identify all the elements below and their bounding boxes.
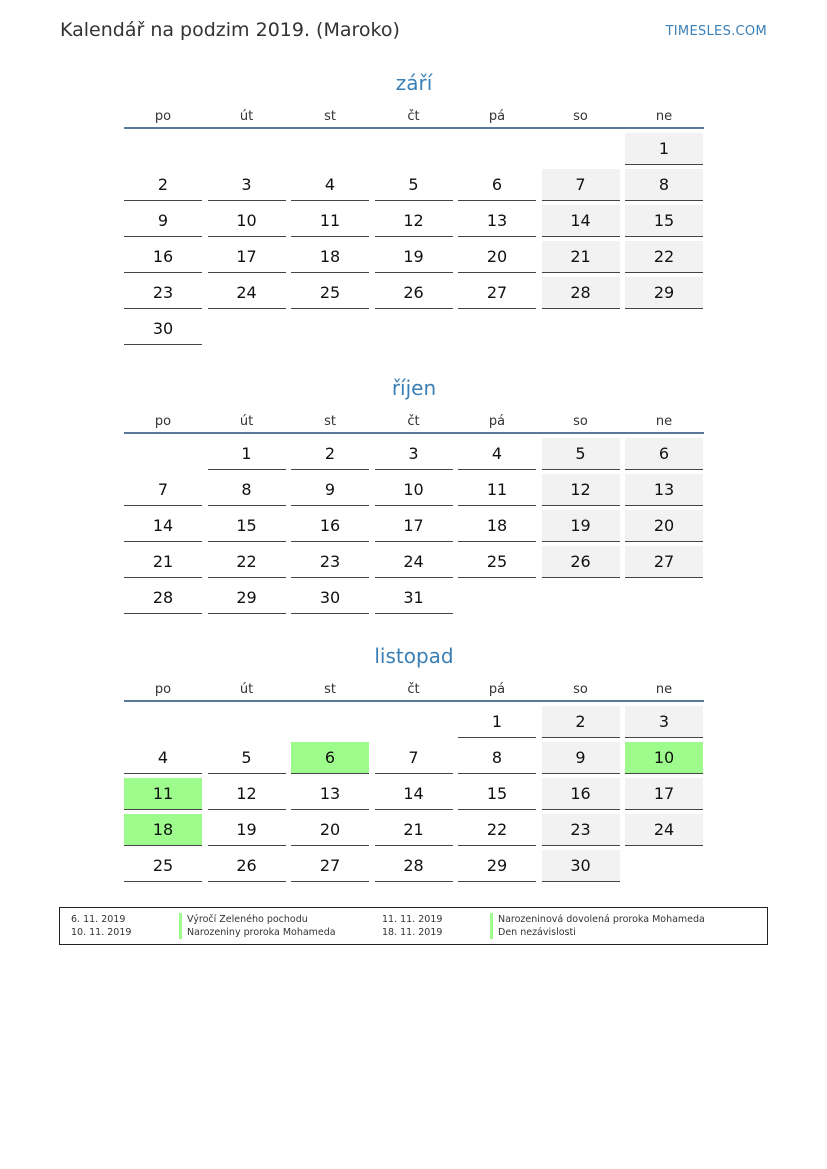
empty-cell (375, 706, 453, 737)
weekday-label: ne (655, 109, 673, 124)
day-cell: 13 (625, 474, 703, 506)
day-cell: 6 (625, 438, 703, 470)
day-cell: 1 (458, 706, 536, 738)
empty-cell (124, 133, 202, 164)
weekday-label: po (154, 109, 172, 124)
day-cell: 27 (291, 850, 369, 882)
day-cell: 22 (208, 546, 286, 578)
day-cell: 12 (542, 474, 620, 506)
weekday-label: st (324, 682, 336, 697)
day-cell: 23 (291, 546, 369, 578)
weekday-label: ne (655, 682, 673, 697)
day-cell: 21 (375, 814, 453, 846)
empty-cell (291, 133, 369, 164)
day-cell: 15 (625, 205, 703, 237)
day-cell: 28 (375, 850, 453, 882)
weekday-label: út (239, 109, 254, 124)
day-cell: 26 (375, 277, 453, 309)
weekday-header (124, 412, 704, 434)
day-cell: 9 (124, 205, 202, 237)
day-cell: 10 (208, 205, 286, 237)
weekday-label: ne (655, 414, 673, 429)
day-grid (124, 129, 704, 349)
legend-date: 11. 11. 2019 (382, 914, 443, 925)
holiday-legend (59, 907, 768, 945)
day-cell: 30 (542, 850, 620, 882)
day-cell: 5 (375, 169, 453, 201)
legend-holiday-name: Narozeninová dovolená proroka Mohameda (490, 913, 705, 926)
day-cell: 15 (458, 778, 536, 810)
legend-date: 18. 11. 2019 (382, 927, 443, 938)
day-cell: 20 (458, 241, 536, 273)
day-cell: 25 (458, 546, 536, 578)
day-cell: 3 (375, 438, 453, 470)
day-grid (124, 434, 704, 618)
day-cell: 4 (458, 438, 536, 470)
holiday-day-cell: 11 (124, 778, 202, 810)
day-cell: 1 (208, 438, 286, 470)
weekday-label: út (239, 414, 254, 429)
day-cell: 15 (208, 510, 286, 542)
weekday-header (124, 107, 704, 129)
weekday-label: čt (407, 109, 420, 124)
day-cell: 5 (542, 438, 620, 470)
day-cell: 11 (291, 205, 369, 237)
day-cell: 19 (542, 510, 620, 542)
day-cell: 27 (625, 546, 703, 578)
day-cell: 29 (625, 277, 703, 309)
weekday-label: út (239, 682, 254, 697)
day-cell: 31 (375, 582, 453, 614)
day-cell: 10 (375, 474, 453, 506)
legend-holiday-name: Den nezávislosti (490, 926, 576, 939)
empty-cell (458, 133, 536, 164)
day-cell: 3 (208, 169, 286, 201)
weekday-label: po (154, 682, 172, 697)
empty-cell (542, 133, 620, 164)
holiday-day-cell: 6 (291, 742, 369, 774)
month-october (124, 376, 704, 618)
day-cell: 14 (124, 510, 202, 542)
day-cell: 19 (208, 814, 286, 846)
day-cell: 18 (458, 510, 536, 542)
day-cell: 2 (542, 706, 620, 738)
month-title: září (395, 71, 433, 95)
day-cell: 7 (124, 474, 202, 506)
day-cell: 20 (625, 510, 703, 542)
legend-holiday-name: Výročí Zeleného pochodu (179, 913, 308, 926)
day-cell: 25 (124, 850, 202, 882)
day-cell: 19 (375, 241, 453, 273)
day-cell: 14 (542, 205, 620, 237)
holiday-day-cell: 10 (625, 742, 703, 774)
day-cell: 12 (375, 205, 453, 237)
day-cell: 28 (124, 582, 202, 614)
day-cell: 16 (124, 241, 202, 273)
day-cell: 13 (458, 205, 536, 237)
day-cell: 24 (625, 814, 703, 846)
empty-cell (208, 133, 286, 164)
day-cell: 16 (291, 510, 369, 542)
day-cell: 25 (291, 277, 369, 309)
day-cell: 20 (291, 814, 369, 846)
weekday-label: pá (488, 682, 506, 697)
site-link[interactable]: TIMESLES.COM (665, 24, 767, 39)
day-cell: 29 (208, 582, 286, 614)
weekday-label: so (573, 682, 588, 697)
weekday-label: st (324, 414, 336, 429)
day-cell: 17 (208, 241, 286, 273)
empty-cell (124, 706, 202, 737)
day-cell: 30 (124, 313, 202, 345)
day-cell: 7 (375, 742, 453, 774)
empty-cell (291, 706, 369, 737)
legend-date: 6. 11. 2019 (71, 914, 126, 925)
day-cell: 13 (291, 778, 369, 810)
weekday-label: st (324, 109, 336, 124)
day-cell: 16 (542, 778, 620, 810)
day-cell: 18 (291, 241, 369, 273)
day-cell: 7 (542, 169, 620, 201)
day-cell: 26 (208, 850, 286, 882)
weekday-label: so (573, 109, 588, 124)
day-grid (124, 702, 704, 886)
day-cell: 6 (458, 169, 536, 201)
month-september (124, 71, 704, 349)
day-cell: 22 (625, 241, 703, 273)
day-cell: 26 (542, 546, 620, 578)
month-title: listopad (374, 644, 454, 668)
day-cell: 27 (458, 277, 536, 309)
weekday-label: pá (488, 414, 506, 429)
day-cell: 2 (291, 438, 369, 470)
legend-date: 10. 11. 2019 (71, 927, 132, 938)
day-cell: 17 (375, 510, 453, 542)
day-cell: 5 (208, 742, 286, 774)
day-cell: 4 (124, 742, 202, 774)
weekday-label: so (573, 414, 588, 429)
day-cell: 9 (542, 742, 620, 774)
empty-cell (375, 133, 453, 164)
day-cell: 8 (208, 474, 286, 506)
day-cell: 9 (291, 474, 369, 506)
day-cell: 8 (458, 742, 536, 774)
day-cell: 3 (625, 706, 703, 738)
empty-cell (208, 706, 286, 737)
day-cell: 8 (625, 169, 703, 201)
day-cell: 4 (291, 169, 369, 201)
day-cell: 23 (124, 277, 202, 309)
legend-holiday-name: Narozeniny proroka Mohameda (179, 926, 336, 939)
month-title: říjen (391, 376, 437, 400)
weekday-label: po (154, 414, 172, 429)
month-november (124, 644, 704, 886)
weekday-label: čt (407, 682, 420, 697)
day-cell: 11 (458, 474, 536, 506)
day-cell: 30 (291, 582, 369, 614)
weekday-label: pá (488, 109, 506, 124)
day-cell: 21 (124, 546, 202, 578)
day-cell: 14 (375, 778, 453, 810)
page-title: Kalendář na podzim 2019. (Maroko) (60, 19, 400, 41)
holiday-day-cell: 18 (124, 814, 202, 846)
day-cell: 1 (625, 133, 703, 165)
day-cell: 24 (208, 277, 286, 309)
day-cell: 24 (375, 546, 453, 578)
weekday-header (124, 680, 704, 702)
day-cell: 2 (124, 169, 202, 201)
empty-cell (124, 438, 202, 469)
day-cell: 12 (208, 778, 286, 810)
day-cell: 17 (625, 778, 703, 810)
day-cell: 28 (542, 277, 620, 309)
day-cell: 22 (458, 814, 536, 846)
weekday-label: čt (407, 414, 420, 429)
day-cell: 23 (542, 814, 620, 846)
day-cell: 21 (542, 241, 620, 273)
day-cell: 29 (458, 850, 536, 882)
